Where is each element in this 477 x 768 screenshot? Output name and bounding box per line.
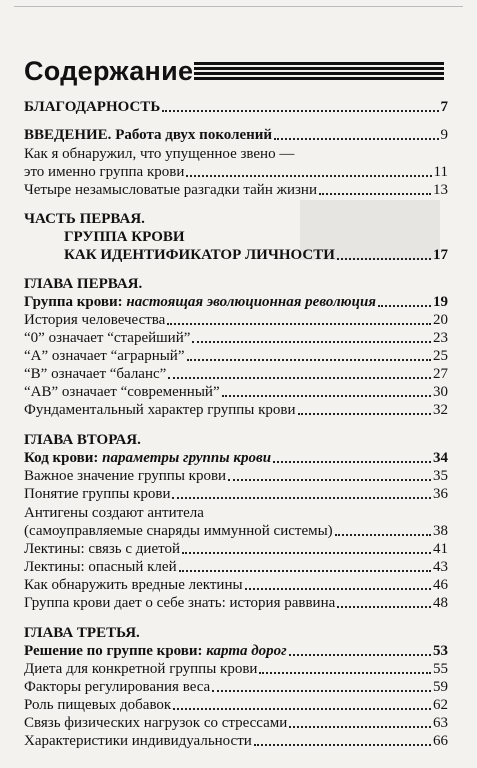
entry-page: 27 [433, 366, 448, 382]
dot-leader [335, 534, 431, 536]
entry-label: Код крови: [24, 450, 99, 466]
entry-page: 53 [433, 643, 448, 659]
entry-page: 19 [433, 294, 448, 310]
page-title: Содержание [24, 56, 194, 86]
toc-entry[interactable] [24, 696, 448, 714]
entry-page: 43 [433, 559, 448, 575]
entry-page: 46 [433, 577, 448, 593]
toc-entry[interactable] [24, 714, 448, 732]
entry-label: Связь физических нагрузок со стрессами [24, 715, 288, 731]
entry-page: 59 [433, 679, 448, 695]
entry-page: 48 [433, 595, 448, 611]
toc-entry[interactable] [24, 311, 448, 329]
entry-page: 17 [433, 247, 448, 263]
entry-label: Диета для конкретной группы крови [24, 661, 258, 677]
dot-leader [228, 479, 431, 481]
dot-leader [212, 690, 431, 692]
toc-entry[interactable] [24, 329, 448, 347]
part-heading: ЧАСТЬ ПЕРВАЯ. [24, 211, 145, 227]
entry-label: Лектины: связь с диетой [24, 541, 180, 557]
dot-leader [187, 359, 432, 361]
dot-leader [182, 552, 431, 554]
entry-subtitle: Работа двух поколений [115, 127, 273, 143]
entry-label: Группа крови дает о себе знать: история раввина [24, 595, 336, 611]
entry-page: 35 [433, 468, 448, 484]
top-rule [14, 6, 463, 7]
toc-entry-line: Антигены создают антитела [24, 505, 204, 521]
entry-label: КАК ИДЕНТИФИКАТОР ЛИЧНОСТИ [64, 247, 335, 263]
entry-subtitle: настоящая эволюционная революция [126, 294, 377, 310]
toc-entry[interactable] [24, 347, 448, 365]
toc-entry[interactable] [24, 558, 448, 576]
toc-entry[interactable] [24, 467, 448, 485]
dot-leader [186, 175, 431, 177]
dot-leader [319, 193, 431, 195]
entry-label: Факторы регулирования веса [24, 679, 211, 695]
part-title-line: ГРУППА КРОВИ [64, 229, 185, 245]
dot-leader [192, 341, 431, 343]
dot-leader [173, 708, 431, 710]
entry-label: Характеристики индивидуальности [24, 733, 252, 749]
entry-label: Важное значение группы крови [24, 468, 227, 484]
entry-label: ВВЕДЕНИЕ. [24, 127, 112, 143]
toc-entry[interactable] [24, 365, 448, 383]
toc-entry-part-one[interactable] [24, 246, 448, 264]
title-decoration [194, 62, 444, 82]
entry-label: Лектины: опасный клей [24, 559, 177, 575]
entry-page: 32 [433, 402, 448, 418]
entry-subtitle: карта дорог [206, 643, 287, 659]
toc-entry-four-answers[interactable] [24, 181, 448, 199]
entry-subtitle: параметры группы крови [102, 450, 272, 466]
dot-leader [259, 672, 431, 674]
toc-entry-missing-link[interactable] [24, 163, 448, 181]
chapter-heading: ГЛАВА ТРЕТЬЯ. [24, 625, 140, 641]
entry-page: 9 [440, 127, 448, 143]
title-row [24, 54, 444, 94]
dot-leader [245, 588, 431, 590]
toc-entry-acknowledgements[interactable] [24, 98, 448, 116]
chapter-heading: ГЛАВА ВТОРАЯ. [24, 432, 141, 448]
entry-page: 23 [433, 330, 448, 346]
dot-leader [162, 110, 438, 112]
entry-page: 7 [440, 99, 448, 115]
entry-label: Роль пищевых добавок [24, 697, 172, 713]
toc-entry[interactable] [24, 732, 448, 750]
dot-leader [289, 726, 431, 728]
entry-label: (самоуправляемые снаряды иммунной системы) [24, 523, 333, 539]
toc-entry[interactable] [24, 485, 448, 503]
toc-entry-chapter-3[interactable] [24, 642, 448, 660]
entry-page: 66 [433, 733, 448, 749]
toc-entry-line: Как я обнаружил, что упущенное звено — [24, 146, 295, 162]
entry-label: “А” означает “аграрный” [24, 348, 185, 364]
dot-leader [254, 744, 431, 746]
entry-label: Понятие группы крови [24, 486, 171, 502]
toc-entry[interactable] [24, 576, 448, 594]
toc-entry-chapter-1[interactable] [24, 293, 448, 311]
dot-leader [337, 606, 431, 608]
dot-leader [274, 138, 438, 140]
toc-entry[interactable] [24, 540, 448, 558]
entry-page: 38 [433, 523, 448, 539]
entry-label: История человечества [24, 312, 166, 328]
entry-label: Как обнаружить вредные лектины [24, 577, 243, 593]
toc-entry[interactable] [24, 401, 448, 419]
entry-label: Фундаментальный характер группы крови [24, 402, 296, 418]
entry-label: “АВ” означает “современный” [24, 384, 220, 400]
toc-entry[interactable] [24, 678, 448, 696]
dot-leader [289, 654, 431, 656]
entry-page: 62 [433, 697, 448, 713]
entry-label: БЛАГОДАРНОСТЬ [24, 99, 161, 115]
dot-leader [378, 305, 431, 307]
entry-label: “0” означает “старейший” [24, 330, 191, 346]
entry-page: 11 [433, 164, 448, 180]
toc-entry[interactable] [24, 660, 448, 678]
dot-leader [179, 570, 431, 572]
entry-page: 13 [433, 182, 448, 198]
toc-entry-introduction[interactable] [24, 126, 448, 144]
entry-page: 55 [433, 661, 448, 677]
toc-entry[interactable] [24, 594, 448, 612]
entry-label: это именно группа крови [24, 164, 185, 180]
entry-page: 20 [433, 312, 448, 328]
dot-leader [167, 323, 431, 325]
entry-page: 25 [433, 348, 448, 364]
entry-label: Группа крови: [24, 294, 123, 310]
toc-entry-chapter-2[interactable] [24, 449, 448, 467]
entry-page: 63 [433, 715, 448, 731]
dot-leader [337, 258, 431, 260]
dot-leader [273, 461, 431, 463]
chapter-heading: ГЛАВА ПЕРВАЯ. [24, 276, 143, 292]
dot-leader [168, 377, 431, 379]
entry-page: 30 [433, 384, 448, 400]
toc-entry[interactable] [24, 522, 448, 540]
dot-leader [222, 395, 431, 397]
entry-page: 34 [433, 450, 448, 466]
dot-leader [298, 413, 432, 415]
toc-entry[interactable] [24, 383, 448, 401]
entry-page: 41 [433, 541, 448, 557]
entry-page: 36 [433, 486, 448, 502]
entry-label: Решение по группе крови: [24, 643, 203, 659]
entry-label: “В” означает “баланс” [24, 366, 167, 382]
entry-label: Четыре незамысловатые разгадки тайн жизни [24, 182, 317, 198]
dot-leader [172, 497, 431, 499]
